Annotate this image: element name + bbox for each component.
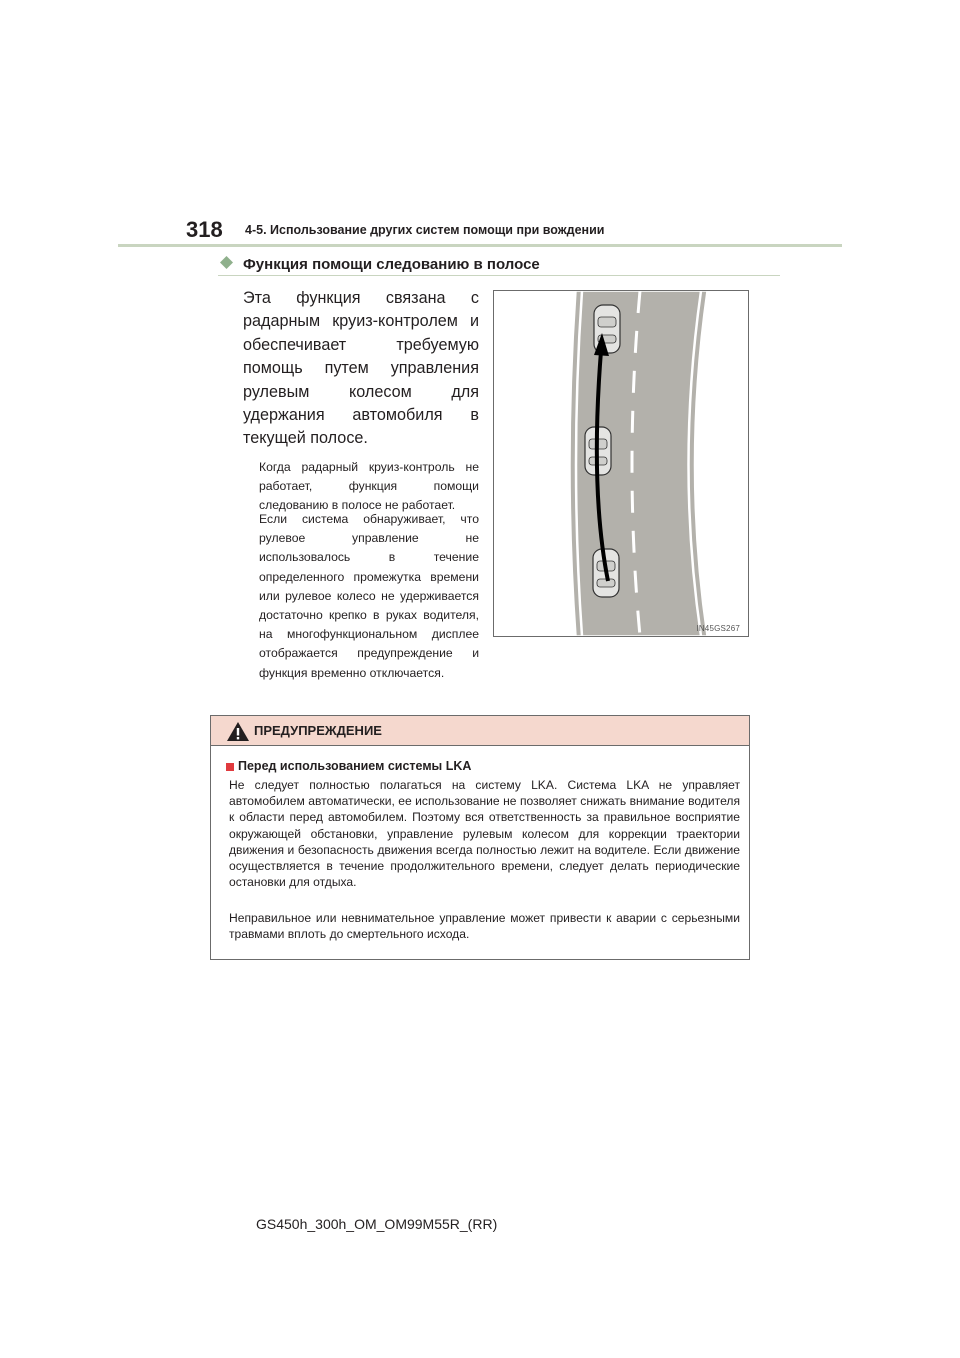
diamond-bullet-icon: [220, 256, 233, 269]
chapter-title: 4-5. Использование других систем помощи при вождении: [245, 223, 605, 237]
warning-paragraph: Не следует полностью полагаться на систему LKA. Система LKA не управляет автомобилем автоматически, ее использование не позволяет снижать внимание водителя к области перед автомобилем. Поэтому вся ответственность за правильное восприятие окружающей обстановки, управление рулевым колесом для коррекции траектории движения и безопасность движения всегда полностью лежит на водителе. Если движение осуществляется в течение продолжительного времени, следует делать периодические остановки для отдыха.: [229, 778, 740, 890]
section-heading: Функция помощи следованию в полосе: [243, 256, 540, 273]
warning-paragraph: Неправильное или невнимательное управление может привести к аварии с серьезными травмами вплоть до смертельного исхода.: [229, 911, 740, 942]
square-bullet-icon: [226, 763, 234, 771]
page-number: 318: [186, 217, 223, 242]
warning-box: [210, 715, 750, 960]
warning-header: [211, 716, 749, 746]
header-divider: [118, 244, 842, 247]
footer-document-code: GS450h_300h_OM_OM99M55R_(RR): [256, 1216, 498, 1232]
lane-keeping-road-illustration: [494, 291, 748, 636]
note-paragraph: Когда радарный круиз-контроль не работает, функция помощи следованию в полосе не работает.: [259, 460, 479, 513]
warning-triangle-icon: [226, 721, 250, 742]
section-divider: [218, 275, 780, 276]
lane-keeping-figure: [493, 290, 749, 637]
figure-code: IN45GS267: [696, 624, 740, 633]
intro-paragraph: Эта функция связана с радарным круиз-контролем и обеспечивает требуемую помощь путем управления рулевым колесом для удержания автомобиля в текущей полосе.: [243, 289, 479, 448]
warning-subheading: Перед использованием системы LKA: [238, 759, 472, 773]
note-paragraph: Если система обнаруживает, что рулевое управление не использовалось в течение определенного промежутка времени или рулевое колесо не удерживается достаточно крепко в руках водителя, на многофункциональном дисплее отображается предупреждение и функция временно отключается.: [259, 512, 479, 680]
warning-title: ПРЕДУПРЕЖДЕНИЕ: [254, 723, 382, 738]
